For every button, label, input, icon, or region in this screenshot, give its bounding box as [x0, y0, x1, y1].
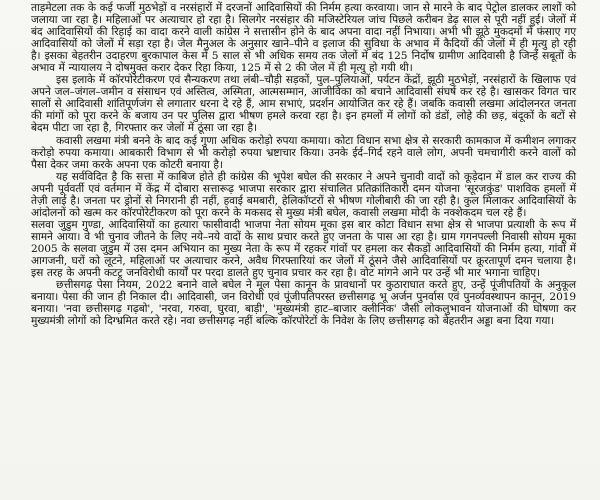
paragraph-6: छत्तीसगढ़ पेसा नियम, 2022 बनाने वाले बघेल ने मूल पेसा कानून के प्रावधानों पर कुठाराघात करते हुए, उन्हें पूंजीपतियों के अनुकूल बनाया। पेसा की जान ही निकाल दी। आदिवासी, जन विरोधी एवं पूंजीपतिपरस्त छत्तीसगढ़ भू अर्जन पुनर्वास एवं पुनर्व्यवस्थापन कानून, 2019 बनाया। 'नवा छत्तीसगढ़ गढ़बो', 'नरवा, गरुवा, घुरवा, बाड़ी', 'मुख्यमंत्री हाट–बाजार क्लीनिक' जैसी लोकलुभावन योजनाओं की घोषणा कर मुख्यमंत्री लोगों को दिग्भ्रमित करते रहे। नवा छत्तीसगढ़ नहीं बल्कि कॉरपोरेटों के निवेश के लिए छत्तीसगढ़ को बेहतरीन अड्डा बना दिया गया।	[31, 279, 576, 328]
paragraph-1: ताड़मेटला तक के कई फर्जी मुठभेड़ों व नरसंहारों में दरजनों आदिवासियों की निर्मम हत्या करवाया। जान से मारने के बाद पेट्रोल डालकर लाशों को जलाया जा रहा है। महिलाओं पर अत्याचार हो रहा है। सिलगेर नरसंहार की मजिस्टेरियल जांच पिछले करीबन डेढ़ साल से पूरी नहीं हुई। जेलों में बंद आदिवासियों की रिहाई का वादा करने वाली कांग्रेस ने सत्तासीन होने के बाद अपना वादा नहीं निभाया। अभी भी झूठे मुकदमों में फंसाए गए आदिवासियों को जेलों में सड़ा रहा है। जेल मैनुअल के अनुसार खाने–पीने व इलाज की सुविधा के अभाव में कैदियों की जेलों में ही मृत्यु हो रही है। इसका बेहतरीन उदाहरण बुरकापाल केस में 5 साल से भी अधिक समय तक जेलों में बंद 125 निर्दोष ग्रामीण आदिवासी है जिन्हें सबूतों के अभाव में न्यायालय ने दोषमुक्त करार देकर रिहा किया, 125 में से 2 की जेल में ही मृत्यु हो गयी थी।	[31, 2, 576, 75]
paragraph-5: सलवा जुडुम गुण्डा, आदिवासियों का हत्यारा फासीवादी भाजपा नेता सोयम मूका इस बार कोटा विधान सभा क्षेत्र से भाजपा प्रत्याशी के रूप में सामने आया। वे भी चुनाव जीतने के लिए नये–नये वादों के साथ प्रचार करते हुए जनता के पास आ रहा है। ग्राम गगनपल्ली निवासी सोयम मूका 2005 के सलवा जुडुम में उस दमन अभियान का मुख्य नेता के रूप में रहकर गांवों पर हमला कर सैकड़ों आदिवासियों की निर्मम हत्या, गांवों में आगजनी, घरों को लूटने, महिलाओं पर अत्याचार करने, अवैध गिरफ्तारियां कर जेलों में ठूंसने जैसे आदिवासियों पर क्रूरतापूर्ण दमन चलाया है। इस तरह के अपनी कटट्र जनविरोधी कार्यों पर परदा डालते हुए चुनाव प्रचार कर रहा है। वोट मांगने आने पर उन्हें भी मार भगाना चाहिए।	[31, 218, 576, 280]
paragraph-3: कवासी लखमा मंत्री बनने के बाद कई गुणा अधिक करोड़ो रुपया कमाया। कोटा विधान सभा क्षेत्र से सरकारी कामकाज में कमीशन लगाकर करोड़ो रुपया कमाया। आबकारी विभाग से भी करोड़ो रुपया भ्रष्टाचार किया। उनके ईर्द–गिर्द रहने वाले लोग, अपनी चमचागीरी करने वालों को पैसा देकर जमा करके अपना एक कोटरी बनाया है।	[31, 134, 576, 171]
paragraph-4: यह सर्वविदित है कि सत्ता में काबिज होते ही कांग्रेस की भूपेश बघेल की सरकार ने अपने चुनावी वादों को कूड़ेदान में डाल कर राज्य की अपनी पूर्ववर्ती एवं वर्तमान में केंद्र में दोबारा सत्तारूढ़ भाजपा सरकार द्वारा संचालित प्रतिक्रांतिकारी दमन योजना 'सूरजकुंड' पाशविक हमलों में तेज़ी लाई है। जनता पर ड्रोनों से निगरानी ही नहीं, हवाई बमबारी, हेलिकॉप्टरों से भीषण गोलीबारी की जा रही है। कुल मिलाकर आदिवासियों के आंदोलनों को खत्म कर कॉरपोरेटीकरण को पूरा करने के मकसद से मुख्य मंत्री बघेल, कवासी लखमा मोदी के नक्शेकदम चल रहे हैं।	[31, 170, 576, 219]
paragraph-2: इस इलाके में कॉरपोरेटीकरण एवं सैन्यकरण तथा लंबी–चौड़ी सड़कों, पुल–पुलियाओं, पर्यटन केंद्रों, झूठी मुठभेड़ों, नरसंहारों के खिलाफ एवं अपने जल–जंगल–जमीन व संसाधन एवं अस्तित्व, अस्मिता, आत्मसम्मान, आजीविका को बचाने आदिवासी संघर्ष कर रहे है। खासकर विगत चार सालों से आदिवासी शांतिपूर्णजंग से लगातार धरना दे रहे हैं, आम सभाएं, प्रदर्शन आयोजित कर रहे हैं। जबकि कवासी लखमा आंदोलनरत जनता की मांगों को पूरा करने के बजाय उन पर पुलिस द्वारा भीषण हमले करवा रहा है। इन हमलों में लोगों को डंडों, लोहे की छड़, बंदूकों के बटों से बेदम पीटा जा रहा है, गिरफ्तार कर जेलों में ठूंसा जा रहा है।	[31, 74, 576, 135]
